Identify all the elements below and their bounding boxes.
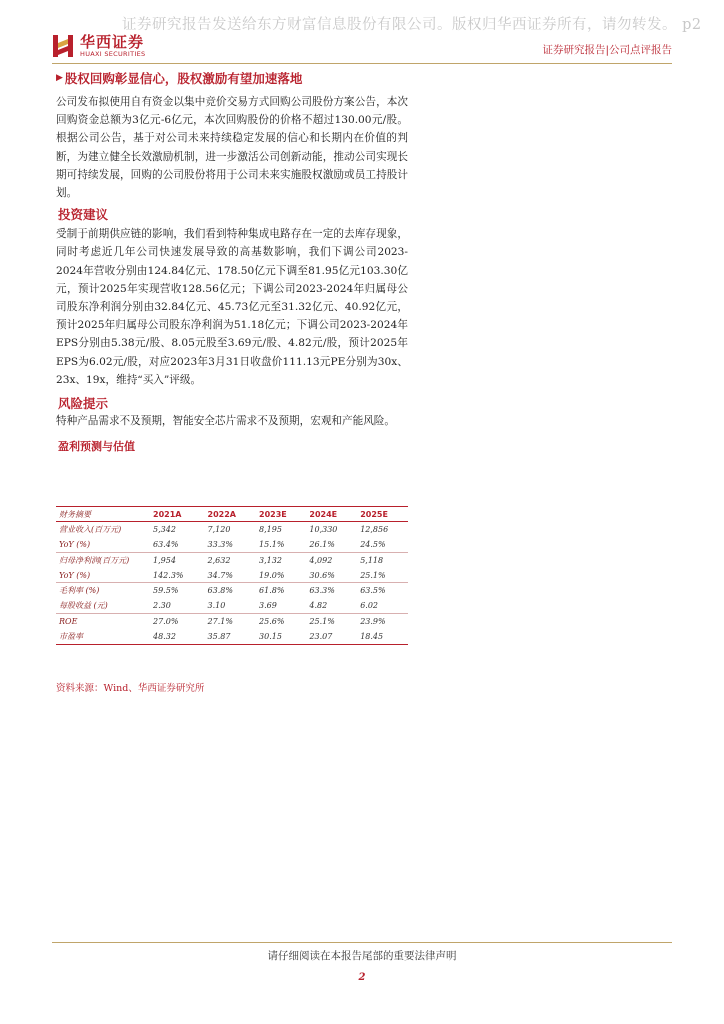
data-source-note: 资料来源：Wind、华西证券研究所 — [56, 683, 205, 694]
table-header-cell: 2023E — [256, 507, 306, 522]
row-label: YoY (%) — [59, 539, 91, 549]
section-title-investment: 投资建议 — [58, 207, 109, 223]
table-cell: 7,120 — [207, 525, 231, 535]
table-cell: 48.32 — [150, 629, 205, 644]
table-row — [56, 598, 408, 613]
logo-name-cn: 华西证券 — [80, 32, 145, 51]
section-title-buyback — [56, 70, 408, 87]
table-cell: 10,330 — [309, 525, 338, 535]
table-cell: 4.82 — [309, 601, 328, 611]
row-label: 归母净利润(百万元) — [56, 552, 150, 567]
table-cell: 25.1% — [360, 570, 386, 580]
table-header-cell: 2024E — [306, 507, 357, 522]
row-label: ROE — [56, 614, 150, 629]
table-cell: 1,954 — [150, 552, 205, 567]
table-cell: 12,856 — [360, 525, 389, 535]
row-label: 每股收益 (元) — [59, 601, 108, 611]
table-cell: 27.1% — [205, 614, 256, 629]
report-body — [56, 70, 408, 455]
table-cell: 3.10 — [207, 601, 226, 611]
table-cell: 3,132 — [256, 552, 306, 567]
table-cell: 30.6% — [309, 570, 335, 580]
table-cell: 2.30 — [153, 601, 171, 611]
table-header-cell: 2025E — [357, 507, 408, 522]
company-logo — [52, 33, 145, 59]
table-row — [56, 537, 408, 552]
row-label: 市盈率 — [56, 629, 150, 644]
table-cell: 61.8% — [256, 583, 306, 598]
report-type-label: 证券研究报告|公司点评报告 — [542, 44, 672, 56]
table-cell: 63.8% — [205, 583, 256, 598]
table-cell: 5,342 — [153, 525, 176, 535]
table-header-row — [56, 507, 408, 522]
section-title-risk: 风险提示 — [58, 396, 109, 412]
table-row — [56, 629, 408, 644]
table-cell: 23.9% — [357, 614, 408, 629]
table-cell: 25.6% — [256, 614, 306, 629]
section-title-buyback-text: 股权回购彰显信心，股权激励有望加速落地 — [64, 71, 303, 86]
table-cell: 6.02 — [360, 601, 378, 611]
page-number: 2 — [358, 972, 366, 983]
table-cell: 18.45 — [357, 629, 408, 644]
table-cell: 24.5% — [360, 539, 386, 549]
section-title-forecast: 盈利预测与估值 — [58, 440, 135, 454]
table-cell: 35.87 — [205, 629, 256, 644]
table-row — [56, 614, 408, 629]
footer-divider — [52, 942, 672, 943]
table-cell: 2,632 — [205, 552, 256, 567]
risk-paragraph: 特种产品需求不及预期，智能安全芯片需求不及预期，宏观和产能风险。 — [56, 415, 395, 428]
triangle-bullet-icon: ▶ — [56, 73, 63, 83]
table-cell: 3.69 — [259, 601, 277, 611]
table-cell: 63.5% — [357, 583, 408, 598]
table-header-cell: 2022A — [205, 507, 256, 522]
table-header-cell: 财务摘要 — [56, 507, 150, 522]
row-label: 营业收入(百万元) — [59, 525, 122, 535]
huaxi-logo-icon — [52, 33, 74, 59]
table-cell: 19.0% — [259, 570, 285, 580]
table-cell: 30.15 — [256, 629, 306, 644]
table-cell: 142.3% — [153, 570, 184, 580]
table-header-cell: 2021A — [150, 507, 205, 522]
table-cell: 8,195 — [259, 525, 282, 535]
row-label: YoY (%) — [59, 570, 91, 580]
table-row — [56, 568, 408, 583]
header-divider — [52, 63, 672, 64]
table-cell: 26.1% — [309, 539, 335, 549]
table-cell: 33.3% — [207, 539, 233, 549]
investment-paragraph: 受制于前期供应链的影响，我们看到特种集成电路存在一定的去库存现象，同时考虑近几年公司快速发展导致的高基数影响，我们下调公司2023-2024年营收分别由124.84亿元、178.50亿元下调至81.95亿元103.30亿元，预计2025年实现营收128.56亿元；下调公司2023-2024年归属母公司股东净利润分别由32.84亿元、45.73亿元至31.32亿元、40.92亿元，预计2025年归属母公司股东净利润为51.18亿元；下调公司2023-2024年EPS分别由5.38元/股、8.05元股至3.69元/股、4.82元/股，预计2025年EPS为6.02元/股，对应2023年3月31日收盘价111.13元PE分别为30x、23x、19x，维持“买入”评级。 — [56, 228, 408, 386]
table-cell: 63.4% — [153, 539, 179, 549]
row-label: 毛利率 (%) — [56, 583, 150, 598]
table-cell: 27.0% — [150, 614, 205, 629]
table-cell: 23.07 — [306, 629, 357, 644]
financial-forecast-table — [56, 506, 408, 645]
table-cell: 63.3% — [306, 583, 357, 598]
buyback-paragraph: 公司发布拟使用自有资金以集中竞价交易方式回购公司股份方案公告，本次回购资金总额为3亿元-6亿元，本次回购股份的价格不超过130.00元/股。根据公司公告，基于对公司未来持续稳定发展的信心和长期内在价值的判断，为建立健全长效激励机制，进一步激活公司创新动能，推动公司实现长期可持续发展，回购的公司股份将用于公司未来实施股权激励或员工持股计划。 — [56, 96, 408, 200]
table-cell: 59.5% — [150, 583, 205, 598]
table-row — [56, 552, 408, 567]
table-cell: 5,118 — [357, 552, 408, 567]
table-row — [56, 522, 408, 537]
table-cell: 15.1% — [259, 539, 285, 549]
logo-name-en: HUAXI SECURITIES — [80, 49, 146, 58]
table-cell: 4,092 — [306, 552, 357, 567]
legal-disclaimer-notice: 请仔细阅读在本报告尾部的重要法律声明 — [267, 950, 457, 962]
table-cell: 34.7% — [207, 570, 233, 580]
watermark: 证券研究报告发送给东方财富信息股份有限公司。版权归华西证券所有，请勿转发。 p2 — [122, 17, 702, 33]
table-cell: 25.1% — [306, 614, 357, 629]
table-row — [56, 583, 408, 598]
